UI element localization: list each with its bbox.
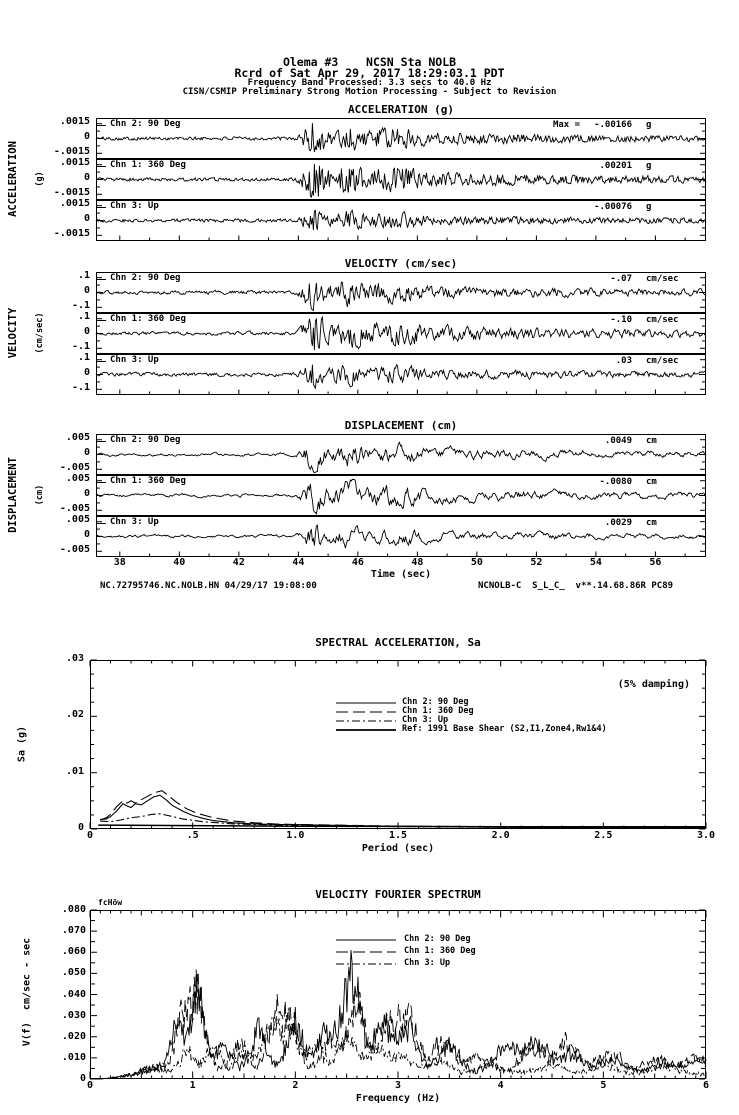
sa-xtick-2: 1.0 <box>286 830 305 841</box>
sa-xtick-0: 0 <box>86 830 94 841</box>
time-tick-46: 46 <box>351 557 364 568</box>
fourier-corner-label: fcHöw <box>98 898 123 907</box>
sa-ytick-1: .02 <box>65 709 84 721</box>
sa-xtick-1: .5 <box>186 830 199 841</box>
max-unit: cm/sec <box>646 315 679 325</box>
acceleration-ch3-ytick-1: 0 <box>83 213 90 224</box>
fourier-legend-1: Chn 1: 360 Deg <box>404 946 476 956</box>
acceleration-ch3-label: Chn 3: Up <box>110 201 159 211</box>
velocity-ch2-ytick-1: 0 <box>83 326 90 337</box>
velocity-ch1-ytick-1: 0 <box>83 285 90 296</box>
fourier-xtick-3: 3 <box>394 1080 402 1091</box>
acceleration-ch2-ytick-0: .0015 <box>59 157 90 168</box>
displacement-ch1-ytick-2: -.005 <box>59 462 90 473</box>
acceleration-ch2-label: Chn 1: 360 Deg <box>110 160 186 170</box>
fourier-xtick-1: 1 <box>189 1080 196 1091</box>
acceleration-ch3-ytick-0: .0015 <box>59 198 90 209</box>
sa-legend-0: Chn 2: 90 Deg <box>402 697 469 707</box>
displacement-ch2-ytick-0: .005 <box>65 473 90 484</box>
fourier-ytick-7: .010 <box>61 1051 86 1063</box>
fourier-ytick-2: .060 <box>61 946 86 958</box>
max-value: .03 <box>615 356 632 366</box>
time-tick-38: 38 <box>113 557 126 568</box>
acceleration-ch1-ytick-2: -.0015 <box>53 146 90 157</box>
fourier-xtick-6: 6 <box>702 1080 710 1091</box>
acceleration-ch3-max-readout <box>460 202 696 212</box>
fourier-xtick-4: 4 <box>497 1080 504 1091</box>
max-value: -.0080 <box>599 477 632 487</box>
velocity-ch1-ytick-0: .1 <box>77 270 90 281</box>
time-tick-50: 50 <box>470 557 483 568</box>
velocity-ch3-ytick-1: 0 <box>83 367 90 378</box>
displacement-axis-label: DISPLACEMENT <box>7 457 19 533</box>
displacement-ch3-ytick-0: .005 <box>65 514 90 525</box>
acceleration-ch3-ytick-2: -.0015 <box>53 228 90 239</box>
displacement-axis-unit: (cm) <box>35 484 45 506</box>
sa-xtick-6: 3.0 <box>696 830 716 841</box>
sa-xtick-3: 1.5 <box>388 830 408 841</box>
displacement-ch1-label: Chn 2: 90 Deg <box>110 435 181 445</box>
acceleration-ch2-ytick-1: 0 <box>83 172 90 183</box>
frequency-band-note: Frequency Band Processed: 3.3 secs to 40.0 Hz <box>247 78 492 88</box>
record-id-footer: NC.72795746.NC.NOLB.HN 04/29/17 19:08:00 <box>100 581 317 591</box>
fourier-legend-2: Chn 3: Up <box>404 958 451 968</box>
sa-damping-note: (5% damping) <box>617 679 690 690</box>
time-tick-42: 42 <box>232 557 245 568</box>
processing-id-footer: NCNOLB-C S_L_C_ v**.14.68.86R PC89 <box>478 581 674 591</box>
fourier-plot <box>90 910 706 1079</box>
sa-ytick-0: .03 <box>65 653 84 664</box>
acceleration-ch1-ytick-1: 0 <box>83 131 90 142</box>
sa-xtick-5: 2.5 <box>594 830 613 841</box>
displacement-ch2-label: Chn 1: 360 Deg <box>110 476 186 486</box>
displacement-ch2-ytick-2: -.005 <box>59 503 90 514</box>
sa-ytick-2: .01 <box>65 765 84 777</box>
fourier-xaxis-label: Frequency (Hz) <box>355 1093 441 1104</box>
displacement-ch3-label: Chn 3: Up <box>110 517 159 527</box>
acceleration-ch1-label: Chn 2: 90 Deg <box>110 119 181 129</box>
fourier-xtick-0: 0 <box>86 1080 94 1091</box>
record-timestamp: Rcrd of Sat Apr 29, 2017 18:29:03.1 PDT <box>234 66 505 80</box>
sa-title: SPECTRAL ACCELERATION, Sa <box>315 636 481 649</box>
velocity-section-title: VELOCITY (cm/sec) <box>344 257 458 270</box>
max-value: .0049 <box>604 436 632 446</box>
sa-xaxis-label: Period (sec) <box>361 843 435 854</box>
velocity-ch3-label: Chn 3: Up <box>110 355 159 365</box>
acceleration-axis-unit: (g) <box>35 171 45 187</box>
acceleration-ch1-max-readout <box>460 120 696 130</box>
max-value: -.10 <box>610 315 632 325</box>
sa-legend-3: Ref: 1991 Base Shear (S2,I1,Zone4,Rw1&4) <box>402 724 607 734</box>
velocity-ch1-max-readout <box>460 274 696 284</box>
max-unit: g <box>646 202 652 212</box>
sa-legend-1: Chn 1: 360 Deg <box>402 706 474 716</box>
max-value: .00201 <box>599 161 632 171</box>
station-title: Olema #3 NCSN Sta NOLB <box>282 55 457 69</box>
time-tick-40: 40 <box>173 557 186 568</box>
displacement-ch1-ytick-1: 0 <box>83 447 90 458</box>
max-unit: cm/sec <box>646 356 679 366</box>
time-tick-54: 54 <box>589 557 602 568</box>
max-value: -.00076 <box>594 202 632 212</box>
time-tick-44: 44 <box>292 557 305 568</box>
acceleration-ch2-max-readout <box>460 161 696 171</box>
fourier-ytick-6: .020 <box>61 1030 86 1042</box>
velocity-ch3-max-readout <box>460 356 696 366</box>
velocity-axis-unit: (cm/sec) <box>35 312 45 354</box>
max-unit: cm <box>646 436 657 446</box>
displacement-ch1-ytick-0: .005 <box>65 432 90 443</box>
displacement-ch2-max-readout <box>460 477 696 487</box>
fourier-ytick-3: .050 <box>61 967 86 979</box>
displacement-ch3-max-readout <box>460 518 696 528</box>
velocity-ch2-ytick-0: .1 <box>77 311 90 322</box>
velocity-ch2-label: Chn 1: 360 Deg <box>110 314 186 324</box>
time-tick-56: 56 <box>649 557 662 568</box>
acceleration-ch1-ytick-0: .0015 <box>59 116 90 127</box>
velocity-ch2-ytick-2: -.1 <box>71 341 90 352</box>
time-axis-label: Time (sec) <box>370 569 432 580</box>
displacement-section-title: DISPLACEMENT (cm) <box>344 419 458 432</box>
processing-disclaimer: CISN/CSMIP Preliminary Strong Motion Processing - Subject to Revision <box>182 87 557 97</box>
max-unit: cm/sec <box>646 274 679 284</box>
velocity-ch1-label: Chn 2: 90 Deg <box>110 273 181 283</box>
fourier-ytick-8: 0 <box>79 1073 86 1084</box>
sa-legend-2: Chn 3: Up <box>402 715 449 725</box>
fourier-yaxis-label: V(f) cm/sec - sec <box>21 937 33 1047</box>
sa-ytick-3: 0 <box>77 822 84 833</box>
fourier-title: VELOCITY FOURIER SPECTRUM <box>315 888 481 901</box>
time-tick-48: 48 <box>411 557 424 568</box>
acceleration-section-title: ACCELERATION (g) <box>348 103 454 116</box>
fourier-ytick-4: .040 <box>61 988 86 1000</box>
max-unit: cm <box>646 518 657 528</box>
max-value: -.07 <box>610 274 632 284</box>
max-value: -.00166 <box>594 120 632 130</box>
max-unit: cm <box>646 477 657 487</box>
fourier-ytick-5: .030 <box>61 1009 86 1021</box>
displacement-ch2-ytick-1: 0 <box>83 488 90 499</box>
sa-xtick-4: 2.0 <box>491 830 510 841</box>
displacement-ch3-ytick-1: 0 <box>83 529 90 540</box>
max-unit: g <box>646 161 652 171</box>
fourier-legend-0: Chn 2: 90 Deg <box>404 934 471 944</box>
velocity-axis-label: VELOCITY <box>7 307 19 359</box>
velocity-ch3-ytick-0: .1 <box>77 352 90 363</box>
fourier-xtick-2: 2 <box>292 1080 299 1091</box>
acceleration-axis-label: ACCELERATION <box>7 141 19 217</box>
max-value: .0029 <box>604 518 632 528</box>
velocity-ch2-max-readout <box>460 315 696 325</box>
fourier-xtick-5: 5 <box>600 1080 607 1091</box>
velocity-ch1-ytick-2: -.1 <box>71 300 90 311</box>
max-unit: g <box>646 120 652 130</box>
sa-yaxis-label: Sa (g) <box>16 725 28 763</box>
displacement-ch3-ytick-2: -.005 <box>59 544 90 555</box>
fourier-ytick-1: .070 <box>61 925 86 937</box>
max-prefix: Max = <box>552 120 581 130</box>
time-tick-52: 52 <box>530 557 543 568</box>
fourier-ytick-0: .080 <box>61 904 86 915</box>
acceleration-ch2-ytick-2: -.0015 <box>53 187 90 198</box>
velocity-ch3-ytick-2: -.1 <box>71 382 90 393</box>
displacement-ch1-max-readout <box>460 436 696 446</box>
